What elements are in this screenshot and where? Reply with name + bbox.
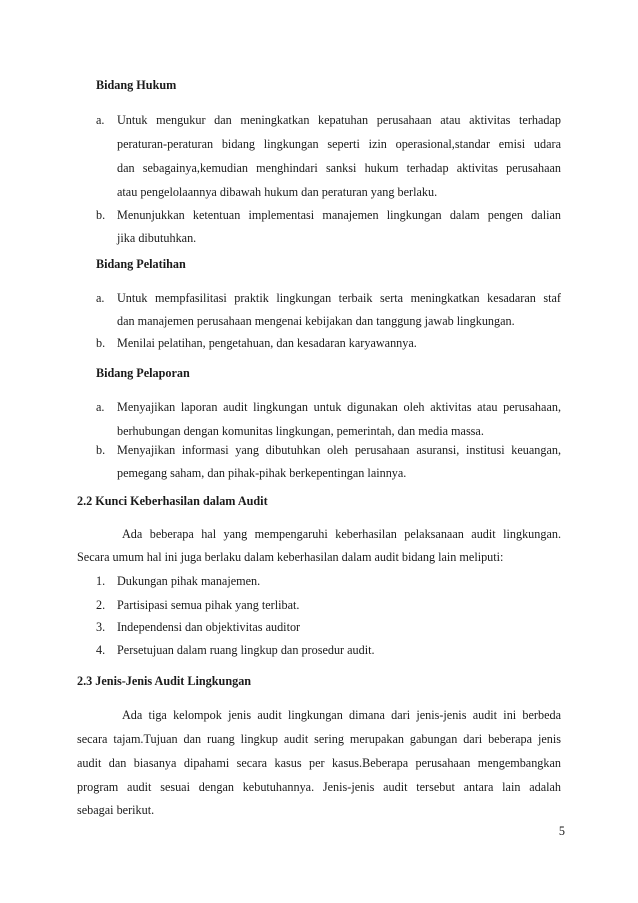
heading-bidang-pelatihan: Bidang Pelatihan: [96, 257, 186, 271]
list-marker: 4.: [96, 643, 106, 657]
list-marker: 1.: [96, 574, 106, 588]
list-marker: 3.: [96, 620, 106, 634]
paragraph-line: Untuk mengukur dan meningkatkan kepatuhan perusahaan atau aktivitas terhadap: [117, 113, 561, 127]
paragraph-line: secara tajam.Tujuan dan ruang lingkup audit sering merupakan gabungan dari beberapa jenis: [77, 732, 561, 746]
list-item: Independensi dan objektivitas auditor: [117, 620, 301, 634]
paragraph-line: program audit sesuai dengan kebutuhannya. Jenis-jenis audit tersebut antara lain adalah: [77, 780, 561, 794]
paragraph-line: pemegang saham, dan pihak-pihak berkepentingan lainnya.: [117, 466, 407, 480]
paragraph-line: dan sebagainya,kemudian menghindari sanksi hukum terhadap aktivitas perusahaan: [117, 161, 561, 175]
heading-bidang-pelaporan: Bidang Pelaporan: [96, 366, 190, 380]
list-item: Dukungan pihak manajemen.: [117, 574, 261, 588]
list-marker: a.: [96, 400, 105, 414]
heading-bidang-hukum: Bidang Hukum: [96, 78, 177, 92]
paragraph-line: audit dan biasanya dipahami secara kasus per kasus.Beberapa perusahaan mengembangkan: [77, 756, 561, 770]
page-number: 5: [558, 824, 565, 838]
paragraph-line: Menyajikan informasi yang dibutuhkan oleh perusahaan asuransi, institusi keuangan,: [117, 443, 561, 457]
heading-section-2-3: 2.3 Jenis-Jenis Audit Lingkungan: [77, 674, 252, 688]
paragraph-line: Ada tiga kelompok jenis audit lingkungan dimana dari jenis-jenis audit ini berbeda: [122, 708, 561, 722]
list-marker: a.: [96, 113, 105, 127]
paragraph-line: Menunjukkan ketentuan implementasi manajemen lingkungan dalam pengen dalian: [117, 208, 561, 222]
paragraph-line: dan manajemen perusahaan mengenai kebijakan dan tanggung jawab lingkungan.: [117, 314, 515, 328]
paragraph-line: berhubungan dengan komunitas lingkungan, pemerintah, dan media massa.: [117, 424, 484, 438]
list-marker: b.: [96, 443, 106, 457]
paragraph-line: jika dibutuhkan.: [117, 231, 197, 245]
list-marker: a.: [96, 291, 105, 305]
list-marker: b.: [96, 208, 106, 222]
list-marker: b.: [96, 336, 106, 350]
paragraph-line: Menyajikan laporan audit lingkungan untuk digunakan oleh aktivitas atau perusahaan,: [117, 400, 561, 414]
heading-section-2-2: 2.2 Kunci Keberhasilan dalam Audit: [77, 494, 268, 508]
paragraph-line: Secara umum hal ini juga berlaku dalam keberhasilan dalam audit bidang lain meliputi:: [77, 550, 504, 564]
paragraph-line: Menilai pelatihan, pengetahuan, dan kesadaran karyawannya.: [117, 336, 417, 350]
list-item: Persetujuan dalam ruang lingkup dan prosedur audit.: [117, 643, 375, 657]
list-item: Partisipasi semua pihak yang terlibat.: [117, 598, 300, 612]
paragraph-line: atau pengelolaannya dibawah hukum dan peraturan yang berlaku.: [117, 185, 438, 199]
paragraph-line: sebagai berikut.: [77, 803, 155, 817]
paragraph-line: Untuk mempfasilitasi praktik lingkungan terbaik serta meningkatkan kesadaran staf: [117, 291, 561, 305]
paragraph-line: Ada beberapa hal yang mempengaruhi keberhasilan pelaksanaan audit lingkungan.: [122, 527, 561, 541]
paragraph-line: peraturan-peraturan bidang lingkungan seperti izin operasional,standar emisi udara: [117, 137, 561, 151]
list-marker: 2.: [96, 598, 106, 612]
